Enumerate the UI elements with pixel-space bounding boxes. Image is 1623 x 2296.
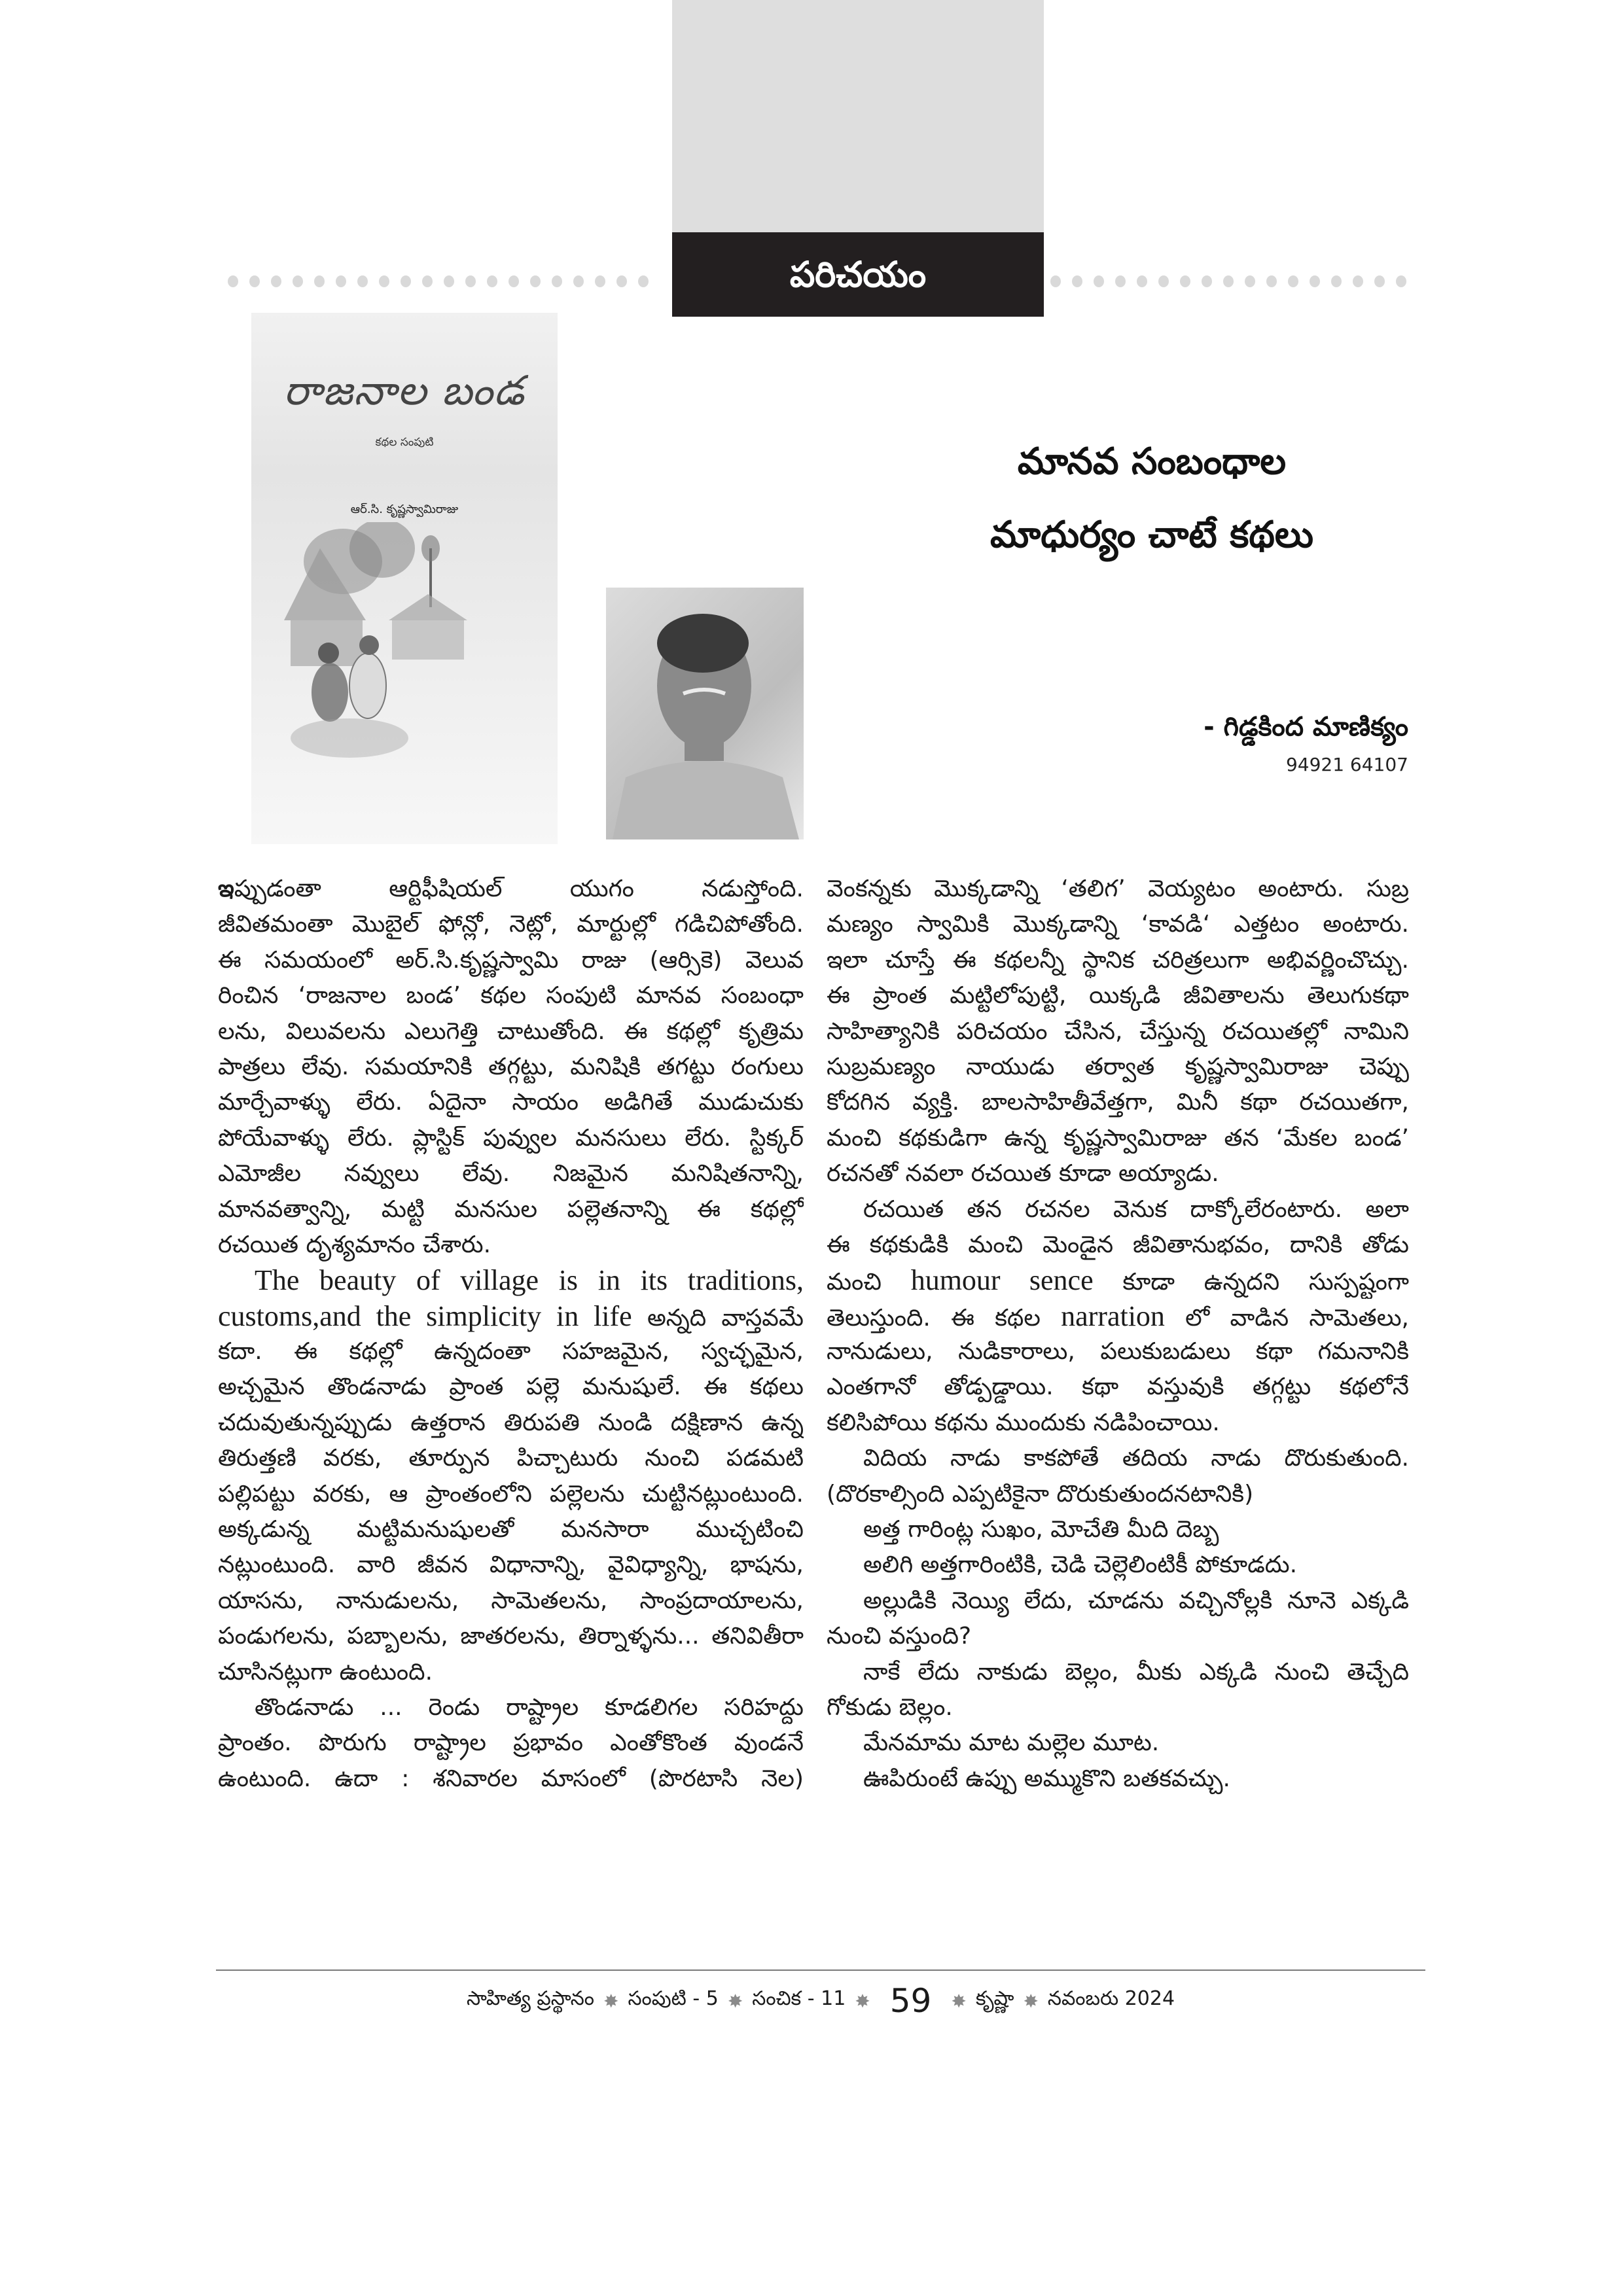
section-label: పరిచయం xyxy=(789,253,927,295)
byline-author: - గిడ్డకింద మాణిక్యం xyxy=(1204,712,1408,742)
divider-dot xyxy=(1050,275,1061,287)
body-text-segment: అచ్చమైన తొండనాడు ప్రాంత పల్లె మనుషులే. ఈ కథలు xyxy=(218,1373,804,1401)
body-text-segment: మానవత్వాన్ని, మట్టి మనసుల పల్లెతనాన్ని ఈ కథల్లో xyxy=(218,1195,804,1223)
english-phrase: The beauty of village is in its traditions, xyxy=(255,1264,804,1297)
body-text-line xyxy=(827,1192,1409,1227)
body-text-segment: చూసినట్లుగా ఉంటుంది. xyxy=(218,1658,433,1686)
body-text-segment: రచయిత దృశ్యమానం చేశారు. xyxy=(218,1231,491,1258)
body-text-line xyxy=(827,1547,1409,1583)
book-cover-image xyxy=(251,313,558,844)
divider-dot xyxy=(271,275,281,287)
body-text-segment: ఉంటుంది. ఉదా : శనివారల మాసంలో (పొరటాసి నెల) xyxy=(218,1765,804,1792)
body-text-segment: ఎంతగానో తోడ్పడ్డాయి. కథా వస్తువుకి తగ్గట్టు కథలోనే xyxy=(827,1373,1409,1401)
book-cover-subtitle: కథల సంపుటి xyxy=(375,436,434,449)
body-text-line xyxy=(218,1263,804,1298)
star-icon: ✸ xyxy=(1023,1990,1039,2012)
body-text-line xyxy=(218,1405,804,1441)
body-text-line xyxy=(827,1761,1409,1797)
body-text-segment: రచనతో నవలా రచయిత కూడా అయ్యాడు. xyxy=(827,1160,1219,1188)
body-text-line xyxy=(827,1477,1409,1512)
body-text-segment: జీవితమంతా మొబైల్ ఫోన్లో, నెట్లో, మార్టుల్లో గడిచిపోతోంది. xyxy=(218,911,804,938)
body-column-left xyxy=(218,872,804,1797)
page-footer xyxy=(216,1981,1425,2021)
body-text-segment: (దొరకాల్సింది ఎప్పటికైనా దొరుకుతుందనటానికి) xyxy=(827,1480,1254,1508)
divider-dot xyxy=(228,275,238,287)
footer-issue: సంచిక - 11 xyxy=(752,1987,846,2010)
body-text-line xyxy=(827,1583,1409,1619)
divider-dot xyxy=(1353,275,1363,287)
body-text-segment: చదువుతున్నప్పుడు ఉత్తరాన తిరుపతి నుండి దక్షిణాన ఉన్న xyxy=(218,1409,804,1436)
body-text-segment: ఈ ప్రాంత మట్టిలోపుట్టి, యిక్కడి జీవితాలను తెలుగుకథా xyxy=(827,982,1409,1010)
body-text-line xyxy=(218,907,804,942)
body-text-line xyxy=(827,1369,1409,1405)
divider-dot xyxy=(249,275,260,287)
divider-dot xyxy=(1115,275,1126,287)
body-text-line xyxy=(218,1655,804,1690)
divider-dot xyxy=(465,275,476,287)
body-text-segment: ఈ కథకుడికి మంచి మెండైన జీవితానుభవం, దానికి తోడు xyxy=(827,1231,1409,1258)
divider-dot xyxy=(336,275,346,287)
body-text-line xyxy=(218,1156,804,1192)
body-text-segment: కోదగిన వ్యక్తి. బాలసాహితీవేత్తగా, మినీ కథా రచయితగా, xyxy=(827,1089,1409,1116)
divider-dot xyxy=(1137,275,1147,287)
divider-dot xyxy=(314,275,325,287)
body-text-segment: ఊపిరుంటే ఉప్పు అమ్ముకొని బతకవచ్చు. xyxy=(863,1765,1230,1792)
divider-dot xyxy=(573,275,584,287)
divider-dot xyxy=(1310,275,1320,287)
body-text-segment: మంచి xyxy=(827,1269,911,1296)
footer-date: నవంబరు 2024 xyxy=(1047,1987,1175,2010)
divider-dot xyxy=(1180,275,1190,287)
footer-rule xyxy=(216,1969,1425,1971)
divider-dot xyxy=(1094,275,1104,287)
body-text-segment: పోయేవాళ్ళు లేరు. ప్లాస్టిక్ పువ్వుల మనసులు లేరు. స్టిక్కర్ xyxy=(218,1124,804,1152)
divider-dot xyxy=(595,275,605,287)
body-text-segment: లను, విలువలను ఎలుగెత్తి చాటుతోంది. ఈ కథల్లో కృత్రిమ xyxy=(218,1017,804,1045)
drop-cap: ఇ xyxy=(218,875,234,902)
body-text-line xyxy=(218,872,804,907)
divider-dot xyxy=(1202,275,1212,287)
divider-dot xyxy=(379,275,389,287)
divider-dot xyxy=(401,275,411,287)
divider-dot xyxy=(552,275,562,287)
english-phrase: narration xyxy=(1061,1299,1165,1332)
english-phrase: customs,and the simplicity in life xyxy=(218,1299,632,1332)
body-text-line xyxy=(827,907,1409,942)
body-text-line xyxy=(827,1050,1409,1085)
body-text-segment: మంచి కథకుడిగా ఉన్న కృష్ణస్వామిరాజు తన ‘మేకల బండ’ xyxy=(827,1124,1409,1152)
body-text-segment: అలిగి అత్తగారింటికి, చెడి చెల్లెలింటికీ పోకూడదు. xyxy=(863,1551,1298,1579)
header-tab-background xyxy=(672,0,1044,232)
divider-dot xyxy=(357,275,368,287)
body-text-line xyxy=(218,1441,804,1476)
byline-phone: 94921 64107 xyxy=(1285,754,1408,775)
body-text-line xyxy=(218,1725,804,1761)
body-text-line xyxy=(218,1050,804,1085)
body-text-segment: కదా. ఈ కథల్లో ఉన్నదంతా సహజమైన, స్వచ్ఛమైన, xyxy=(218,1338,804,1366)
body-text-line xyxy=(218,943,804,978)
body-text-line xyxy=(218,1334,804,1369)
body-text-segment: ప్రాంతం. పొరుగు రాష్ట్రాల ప్రభావం ఎంతోకొంత వుండనే xyxy=(218,1729,804,1757)
body-text-line xyxy=(827,1512,1409,1547)
body-text-segment: లో వాడిన సామెతలు, xyxy=(1164,1304,1409,1332)
body-text-segment: తిరుత్తణి వరకు, తూర్పున పిచ్చాటురు నుంచి పడమటి xyxy=(218,1445,804,1472)
body-text-segment: విదియ నాడు కాకపోతే తదియ నాడు దొరుకుతుంది. xyxy=(863,1445,1409,1472)
body-text-line xyxy=(827,1405,1409,1441)
star-icon: ✸ xyxy=(855,1990,870,2012)
page-number: 59 xyxy=(889,1982,932,2020)
body-text-segment: మేనమామ మాట మల్లెల మూట. xyxy=(863,1729,1160,1757)
body-text-segment: అల్లుడికి నెయ్యి లేదు, చూడను వచ్చినోల్లకి నూనె ఎక్కడి xyxy=(863,1587,1409,1614)
divider-dot xyxy=(422,275,433,287)
footer-magazine-name: సాహిత్య ప్రస్థానం xyxy=(466,1987,594,2010)
body-text-line xyxy=(827,1299,1409,1334)
body-text-line xyxy=(218,1299,804,1334)
divider-dot xyxy=(616,275,627,287)
body-text-segment: అక్కడున్న మట్టిమనుషులతో మనసారా ముచ్చటించి xyxy=(218,1516,804,1544)
body-text-segment: తెలుస్తుంది. ఈ కథల xyxy=(827,1304,1061,1332)
article-headline-line-2: మాధుర్యం చాటే కథలు xyxy=(990,514,1313,556)
divider-dot xyxy=(638,275,649,287)
body-text-line xyxy=(218,1619,804,1654)
star-icon: ✸ xyxy=(951,1990,967,2012)
body-text-segment: నాకే లేదు నాకుడు బెల్లం, మీకు ఎక్కడి నుంచి తెచ్చేది xyxy=(863,1658,1409,1686)
body-text-segment: గోకుడు బెల్లం. xyxy=(827,1693,953,1721)
body-text-line xyxy=(827,1655,1409,1690)
body-text-segment: రచయిత తన రచనల వెనుక దాక్కోలేరంటారు. అలా xyxy=(863,1195,1409,1223)
body-text-line xyxy=(218,1192,804,1227)
divider-dot xyxy=(1396,275,1406,287)
body-text-line xyxy=(218,1369,804,1405)
divider-dot xyxy=(530,275,541,287)
body-text-segment: వెంకన్నకు మొక్కడాన్ని ‘తలిగ’ వెయ్యటం అంటారు. సుబ్ర xyxy=(827,875,1409,902)
body-text-line xyxy=(827,1014,1409,1050)
body-text-segment: యాసను, నానుడులను, సామెతలను, సాంప్రదాయాలను, xyxy=(218,1587,804,1614)
body-text-segment: అన్నది వాస్తవమే xyxy=(632,1304,804,1332)
body-text-line xyxy=(218,1583,804,1619)
body-text-line xyxy=(218,1547,804,1583)
body-text-line xyxy=(827,1263,1409,1298)
body-text-line xyxy=(827,1619,1409,1654)
body-text-line xyxy=(218,1477,804,1512)
body-text-line xyxy=(218,1512,804,1547)
body-text-line xyxy=(827,1441,1409,1476)
article-headline-line-1: మానవ సంబంధాల xyxy=(1017,440,1287,483)
book-cover-author: ఆర్.సి. కృష్ణస్వామిరాజు xyxy=(350,503,459,516)
village-illustration xyxy=(251,522,558,844)
body-text-line xyxy=(218,1690,804,1725)
divider-dot xyxy=(1288,275,1298,287)
body-text-line xyxy=(827,1725,1409,1761)
body-text-line xyxy=(827,1121,1409,1156)
dotted-divider-left xyxy=(228,275,649,287)
body-text-segment: అత్త గారింట్ల సుఖం, మోచేతి మీది దెబ్బ xyxy=(863,1516,1219,1544)
english-phrase: humour sence xyxy=(910,1264,1094,1297)
dotted-divider-right xyxy=(1050,275,1406,287)
divider-dot xyxy=(1158,275,1169,287)
star-icon: ✸ xyxy=(727,1990,743,2012)
divider-dot xyxy=(1331,275,1342,287)
body-text-line xyxy=(218,1121,804,1156)
divider-dot xyxy=(1374,275,1385,287)
body-text-segment: మార్చేవాళ్ళు లేరు. ఏదైనా సాయం అడిగితే ముడుచుకు xyxy=(218,1089,804,1116)
footer-volume: సంపుటి - 5 xyxy=(628,1987,719,2010)
body-text-line xyxy=(218,1085,804,1120)
body-text-segment: రించిన ‘రాజనాల బండ’ కథల సంపుటి మానవ సంబంధా xyxy=(218,982,804,1010)
body-text-line xyxy=(827,872,1409,907)
body-text-line xyxy=(827,1690,1409,1725)
body-text-line xyxy=(827,1085,1409,1120)
body-text-line xyxy=(827,978,1409,1014)
body-text-line xyxy=(827,1334,1409,1369)
divider-dot xyxy=(508,275,519,287)
section-label-box xyxy=(672,232,1044,317)
divider-dot xyxy=(487,275,497,287)
body-text-segment: పాత్రలు లేవు. సమయానికి తగ్గట్టు, మనిషికి తగట్టు రంగులు xyxy=(218,1053,804,1080)
body-text-segment: నానుడులు, నుడికారాలు, పలుకుబడులు కథా గమనానికి xyxy=(827,1338,1409,1366)
body-text-segment: కూడా ఉన్నదని సుస్పష్టంగా xyxy=(1093,1269,1409,1296)
body-text-segment: తొండనాడు ... రెండు రాష్ట్రాల కూడలిగల సరిహద్దు xyxy=(255,1693,804,1721)
divider-dot xyxy=(1223,275,1234,287)
footer-month-name: కృష్ణా xyxy=(975,1987,1014,2010)
body-text-line xyxy=(218,1227,804,1263)
author-portrait-photo xyxy=(606,588,804,839)
book-cover-title: రాజనాల బండ xyxy=(283,366,526,414)
body-text-segment: సుబ్రమణ్యం నాయుడు తర్వాత కృష్ణస్వామిరాజు చెప్పు xyxy=(827,1053,1409,1080)
body-text-segment: నట్లుంటుంది. వారి జీవన విధానాన్ని, వైవిధ్యాన్ని, భాషను, xyxy=(218,1551,804,1579)
body-text-segment: పల్లిపట్టు వరకు, ఆ ప్రాంతంలోని పల్లెలను చుట్టినట్లుంటుంది. xyxy=(218,1480,804,1508)
body-text-segment: సాహిత్యానికి పరిచయం చేసిన, చేస్తున్న రచయితల్లో నామిని xyxy=(827,1017,1409,1045)
body-text-segment: నుంచి వస్తుంది? xyxy=(827,1623,972,1650)
body-text-line xyxy=(827,943,1409,978)
body-text-segment: ఇలా చూస్తే ఈ కథలన్నీ స్థానిక చరిత్రలుగా అభివర్ణించొచ్చు. xyxy=(827,946,1409,974)
body-text-segment: మణ్యం స్వామికి మొక్కడాన్ని ‘కావడి‘ ఎత్తటం అంటారు. xyxy=(827,911,1409,938)
body-text-segment: పండుగలను, పబ్బాలను, జాతరలను, తిర్నాళ్ళను... తనివితీరా xyxy=(218,1623,804,1650)
body-text-segment: ఎమోజీల నవ్వులు లేవు. నిజమైన మనిషితనాన్ని, xyxy=(218,1160,804,1188)
divider-dot xyxy=(1072,275,1082,287)
body-text-line xyxy=(218,1761,804,1797)
divider-dot xyxy=(1245,275,1255,287)
star-icon: ✸ xyxy=(603,1990,619,2012)
body-text-segment: కలిసిపోయి కథను ముందుకు నడిపించాయి. xyxy=(827,1409,1220,1436)
body-text-line xyxy=(218,978,804,1014)
body-text-line xyxy=(827,1156,1409,1192)
body-text-line xyxy=(827,1227,1409,1263)
body-text-line xyxy=(218,1014,804,1050)
body-text-segment: ప్పుడంతా ఆర్టిఫీషియల్ యుగం నడుస్తోంది. xyxy=(234,875,804,902)
divider-dot xyxy=(293,275,303,287)
body-text-segment: ఈ సమయంలో అర్.సి.కృష్ణస్వామి రాజు (ఆర్సికె) వెలువ xyxy=(218,946,804,974)
divider-dot xyxy=(1266,275,1277,287)
divider-dot xyxy=(444,275,454,287)
body-column-right xyxy=(827,872,1409,1797)
